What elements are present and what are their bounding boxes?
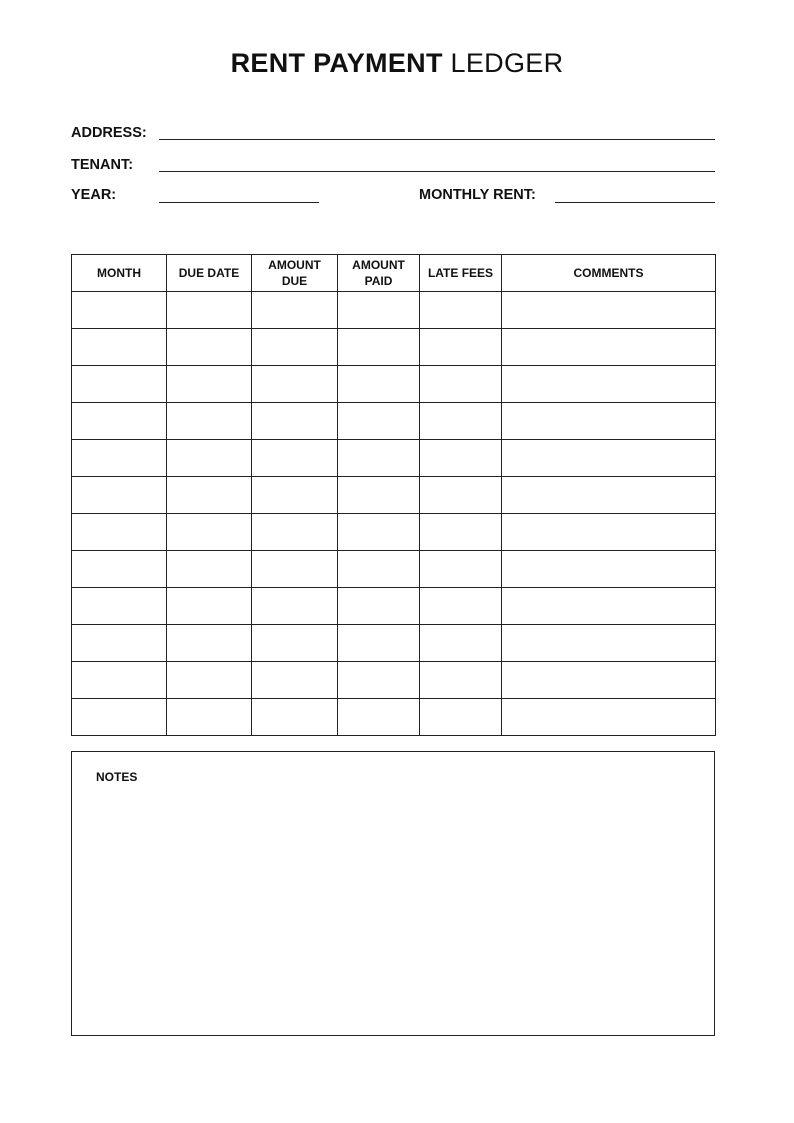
due-date-cell[interactable]	[167, 662, 252, 699]
amount-paid-cell[interactable]	[338, 366, 420, 403]
due-date-cell[interactable]	[167, 514, 252, 551]
tenant-field-line[interactable]	[159, 171, 715, 172]
amount-due-cell[interactable]	[252, 625, 338, 662]
amount-due-cell[interactable]	[252, 514, 338, 551]
table-header-row	[72, 255, 716, 292]
comments-cell[interactable]	[502, 588, 716, 625]
table-row	[72, 662, 716, 699]
comments-cell[interactable]	[502, 625, 716, 662]
comments-cell[interactable]	[502, 292, 716, 329]
due-date-cell[interactable]	[167, 292, 252, 329]
month-cell[interactable]	[72, 699, 167, 736]
table-row	[72, 329, 716, 366]
amount-due-cell[interactable]	[252, 366, 338, 403]
comments-cell[interactable]	[502, 551, 716, 588]
month-cell[interactable]	[72, 588, 167, 625]
late-fees-cell[interactable]	[420, 699, 502, 736]
page-title	[0, 46, 794, 80]
month-cell[interactable]	[72, 292, 167, 329]
comments-cell[interactable]	[502, 329, 716, 366]
amount-paid-cell[interactable]	[338, 477, 420, 514]
amount-paid-cell[interactable]	[338, 329, 420, 366]
late-fees-cell[interactable]	[420, 292, 502, 329]
year-field-line[interactable]	[159, 202, 319, 203]
column-header-amount-due: AMOUNT DUE	[252, 255, 338, 292]
late-fees-cell[interactable]	[420, 403, 502, 440]
address-field-line[interactable]	[159, 139, 715, 140]
amount-paid-cell[interactable]	[338, 662, 420, 699]
monthly-rent-label: MONTHLY RENT:	[419, 187, 536, 203]
amount-paid-cell[interactable]	[338, 440, 420, 477]
column-header-comments: COMMENTS	[502, 255, 716, 292]
amount-paid-cell[interactable]	[338, 514, 420, 551]
notes-label: NOTES	[96, 770, 138, 784]
column-header-due-date: DUE DATE	[167, 255, 252, 292]
amount-due-cell[interactable]	[252, 440, 338, 477]
table-row	[72, 514, 716, 551]
table-row	[72, 699, 716, 736]
month-cell[interactable]	[72, 403, 167, 440]
comments-cell[interactable]	[502, 403, 716, 440]
late-fees-cell[interactable]	[420, 440, 502, 477]
comments-cell[interactable]	[502, 699, 716, 736]
amount-paid-cell[interactable]	[338, 699, 420, 736]
due-date-cell[interactable]	[167, 699, 252, 736]
due-date-cell[interactable]	[167, 625, 252, 662]
late-fees-cell[interactable]	[420, 625, 502, 662]
month-cell[interactable]	[72, 366, 167, 403]
comments-cell[interactable]	[502, 662, 716, 699]
amount-due-cell[interactable]	[252, 477, 338, 514]
due-date-cell[interactable]	[167, 588, 252, 625]
due-date-cell[interactable]	[167, 403, 252, 440]
month-cell[interactable]	[72, 662, 167, 699]
month-cell[interactable]	[72, 514, 167, 551]
month-cell[interactable]	[72, 477, 167, 514]
amount-due-cell[interactable]	[252, 588, 338, 625]
table-row	[72, 403, 716, 440]
amount-due-cell[interactable]	[252, 699, 338, 736]
monthly-rent-field-line[interactable]	[555, 202, 715, 203]
due-date-cell[interactable]	[167, 477, 252, 514]
title-light: LEDGER	[450, 48, 564, 78]
comments-cell[interactable]	[502, 477, 716, 514]
due-date-cell[interactable]	[167, 329, 252, 366]
amount-paid-cell[interactable]	[338, 588, 420, 625]
comments-cell[interactable]	[502, 366, 716, 403]
address-label: ADDRESS:	[71, 125, 147, 141]
comments-cell[interactable]	[502, 440, 716, 477]
amount-due-cell[interactable]	[252, 329, 338, 366]
late-fees-cell[interactable]	[420, 514, 502, 551]
late-fees-cell[interactable]	[420, 588, 502, 625]
tenant-label: TENANT:	[71, 157, 134, 173]
comments-cell[interactable]	[502, 514, 716, 551]
table-row	[72, 366, 716, 403]
column-header-month: MONTH	[72, 255, 167, 292]
month-cell[interactable]	[72, 329, 167, 366]
table-row	[72, 588, 716, 625]
due-date-cell[interactable]	[167, 366, 252, 403]
late-fees-cell[interactable]	[420, 329, 502, 366]
late-fees-cell[interactable]	[420, 551, 502, 588]
month-cell[interactable]	[72, 551, 167, 588]
late-fees-cell[interactable]	[420, 477, 502, 514]
due-date-cell[interactable]	[167, 551, 252, 588]
amount-due-cell[interactable]	[252, 551, 338, 588]
late-fees-cell[interactable]	[420, 662, 502, 699]
amount-due-cell[interactable]	[252, 403, 338, 440]
late-fees-cell[interactable]	[420, 366, 502, 403]
column-header-late-fees: LATE FEES	[420, 255, 502, 292]
amount-paid-cell[interactable]	[338, 625, 420, 662]
month-cell[interactable]	[72, 625, 167, 662]
due-date-cell[interactable]	[167, 440, 252, 477]
notes-box[interactable]	[71, 751, 715, 1036]
table-row	[72, 477, 716, 514]
table-row	[72, 440, 716, 477]
amount-due-cell[interactable]	[252, 292, 338, 329]
amount-paid-cell[interactable]	[338, 551, 420, 588]
amount-paid-cell[interactable]	[338, 292, 420, 329]
column-header-amount-paid: AMOUNT PAID	[338, 255, 420, 292]
table-row	[72, 551, 716, 588]
month-cell[interactable]	[72, 440, 167, 477]
year-label: YEAR:	[71, 187, 117, 203]
table-row	[72, 625, 716, 662]
table-row	[72, 292, 716, 329]
amount-due-cell[interactable]	[252, 662, 338, 699]
amount-paid-cell[interactable]	[338, 403, 420, 440]
title-bold: RENT PAYMENT	[230, 48, 443, 78]
ledger-table	[71, 254, 716, 736]
